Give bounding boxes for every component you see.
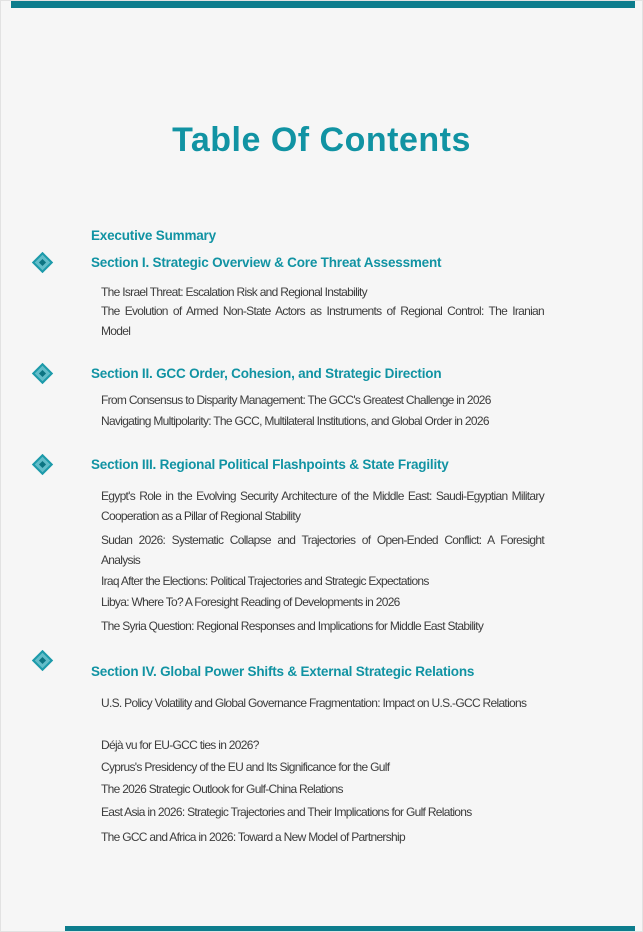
diamond-icon	[32, 650, 53, 671]
toc-item[interactable]: Cyprus's Presidency of the EU and Its Significance for the Gulf	[101, 760, 390, 774]
toc-item[interactable]: The 2026 Strategic Outlook for Gulf-China Relations	[101, 782, 343, 796]
toc-item[interactable]: Iraq After the Elections: Political Trajectories and Strategic Expectations	[101, 574, 429, 588]
toc-item[interactable]: East Asia in 2026: Strategic Trajectories and Their Implications for Gulf Relations	[101, 805, 472, 819]
top-page-edge-strip	[11, 1, 635, 8]
page-title: Table Of Contents	[172, 121, 471, 159]
toc-section-2-title[interactable]: Section II. GCC Order, Cohesion, and Strategic Direction	[91, 366, 442, 381]
toc-item[interactable]: The Israel Threat: Escalation Risk and Regional Instability	[101, 285, 367, 299]
toc-section-1-title[interactable]: Section I. Strategic Overview & Core Threat Assessment	[91, 255, 442, 270]
diamond-core	[39, 370, 46, 377]
toc-item[interactable]: Libya: Where To? A Foresight Reading of Developments in 2026	[101, 595, 400, 609]
toc-section-4-title[interactable]: Section IV. Global Power Shifts & External Strategic Relations	[91, 664, 475, 679]
toc-item[interactable]: Déjà vu for EU-GCC ties in 2026?	[101, 738, 259, 752]
toc-item[interactable]: The GCC and Africa in 2026: Toward a New Model of Partnership	[101, 830, 405, 844]
diamond-core	[39, 259, 46, 266]
toc-item[interactable]: The Evolution of Armed Non-State Actors as Instruments of Regional Control: The Iranian Model	[101, 304, 544, 338]
diamond-icon	[32, 454, 53, 475]
toc-item[interactable]: The Syria Question: Regional Responses and Implications for Middle East Stability	[101, 619, 484, 633]
toc-item[interactable]: From Consensus to Disparity Management: The GCC's Greatest Challenge in 2026	[101, 393, 491, 407]
toc-item[interactable]: Sudan 2026: Systematic Collapse and Trajectories of Open-Ended Conflict: A Foresight Analysis	[101, 533, 544, 567]
diamond-core	[39, 657, 46, 664]
bottom-page-edge-strip	[65, 926, 635, 932]
toc-section-3-title[interactable]: Section III. Regional Political Flashpoints & State Fragility	[91, 457, 449, 472]
diamond-icon	[32, 363, 53, 384]
diamond-icon	[32, 252, 53, 273]
toc-section-2-heading	[91, 365, 561, 382]
toc-item[interactable]: Navigating Multipolarity: The GCC, Multilateral Institutions, and Global Order in 2026	[101, 414, 489, 428]
toc-section-3-heading	[91, 456, 561, 473]
diamond-core	[39, 461, 46, 468]
toc-section-4-heading	[91, 663, 561, 680]
toc-section-1-heading	[91, 254, 561, 271]
toc-item[interactable]: Egypt's Role in the Evolving Security Architecture of the Middle East: Saudi-Egyptian Military Cooperation as a Pillar of Regional Stability	[101, 489, 544, 523]
toc-entry-executive-summary[interactable]: Executive Summary	[91, 228, 216, 243]
toc-item[interactable]: U.S. Policy Volatility and Global Governance Fragmentation: Impact on U.S.-GCC Relations	[101, 696, 527, 710]
